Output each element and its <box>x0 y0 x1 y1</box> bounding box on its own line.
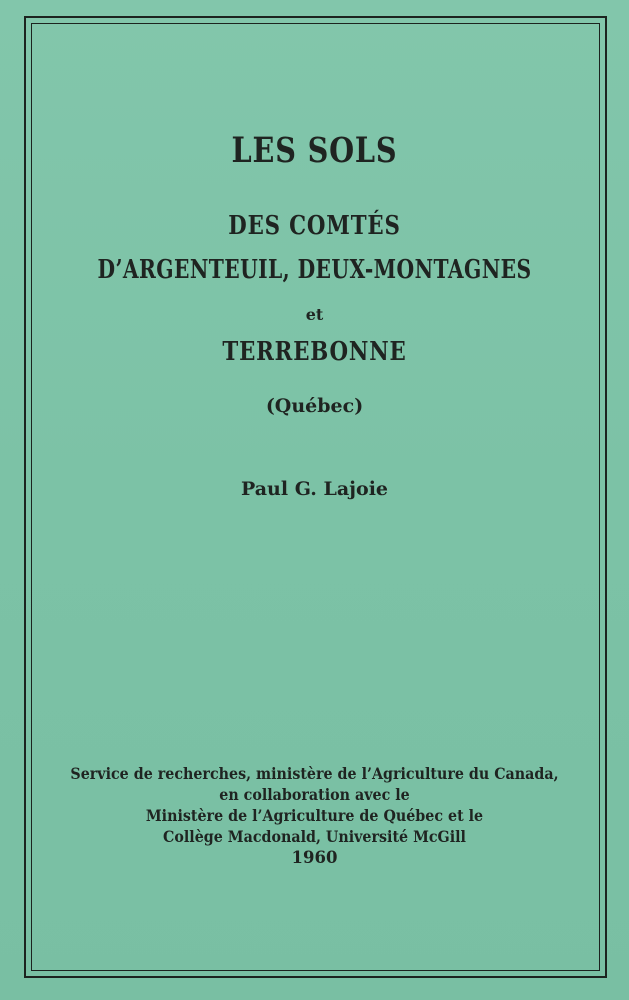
publication-year: 1960 <box>291 848 338 867</box>
publisher-line-4: Collège Macdonald, Université McGill <box>163 827 466 846</box>
cover-title: LES SOLS <box>231 130 398 171</box>
cover-subtitle-line-3: TERREBONNE <box>222 337 407 367</box>
publisher-line-1: Service de recherches, ministère de l’Agriculture du Canada, <box>70 764 559 783</box>
cover-subtitle-line-1: DES COMTÉS <box>228 211 401 241</box>
cover-region: (Québec) <box>265 395 364 417</box>
publisher-line-2: en collaboration avec le <box>219 785 410 804</box>
publisher-line-3: Ministère de l’Agriculture de Québec et le <box>145 806 484 825</box>
cover-subtitle-line-2: D’ARGENTEUIL, DEUX-MONTAGNES <box>97 255 532 285</box>
cover-author: Paul G. Lajoie <box>240 478 389 500</box>
cover-conjunction: et <box>305 305 324 324</box>
